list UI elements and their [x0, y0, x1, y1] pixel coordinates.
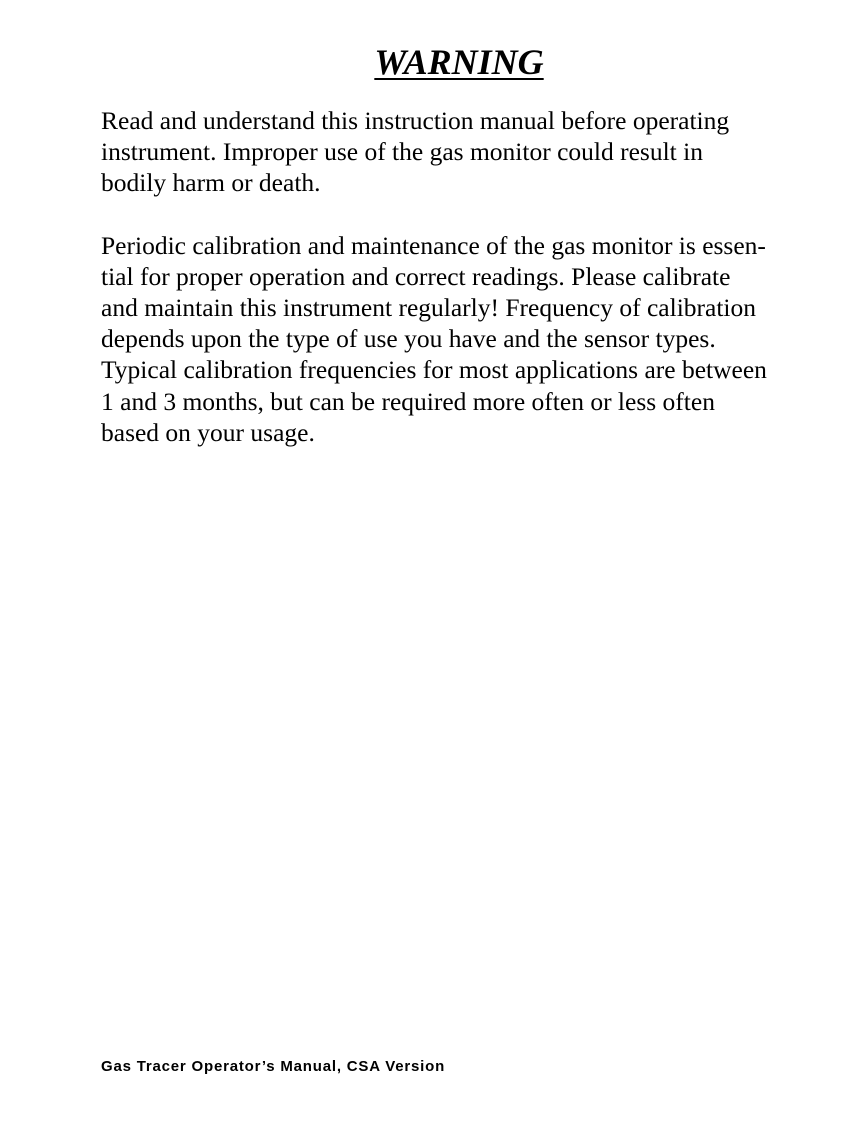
text-line: Periodic calibration and maintenance of the gas monitor is essen- [101, 230, 766, 260]
text-line: based on your usage. [101, 417, 315, 447]
text-line: Read and understand this instruction manual before operating [101, 106, 730, 135]
warning-paragraph [101, 105, 781, 199]
paragraph-spacer [101, 199, 781, 230]
page-footer: Gas Tracer Operator’s Manual, CSA Version [101, 1058, 446, 1075]
text-line: and maintain this instrument regularly! Frequency of calibration [101, 293, 757, 323]
text-line: Typical calibration frequencies for most applications are between [101, 355, 767, 385]
warning-body [101, 105, 781, 448]
text-line: instrument. Improper use of the gas monitor could result in [101, 137, 703, 167]
text-line: depends upon the type of use you have and the sensor types. [101, 324, 716, 354]
text-line: tial for proper operation and correct readings. Please calibrate [101, 261, 731, 291]
page-title: WARNING [374, 42, 544, 82]
text-line: 1 and 3 months, but can be required more often or less often [101, 386, 715, 416]
calibration-paragraph [101, 230, 781, 448]
text-line: bodily harm or death. [101, 168, 321, 198]
